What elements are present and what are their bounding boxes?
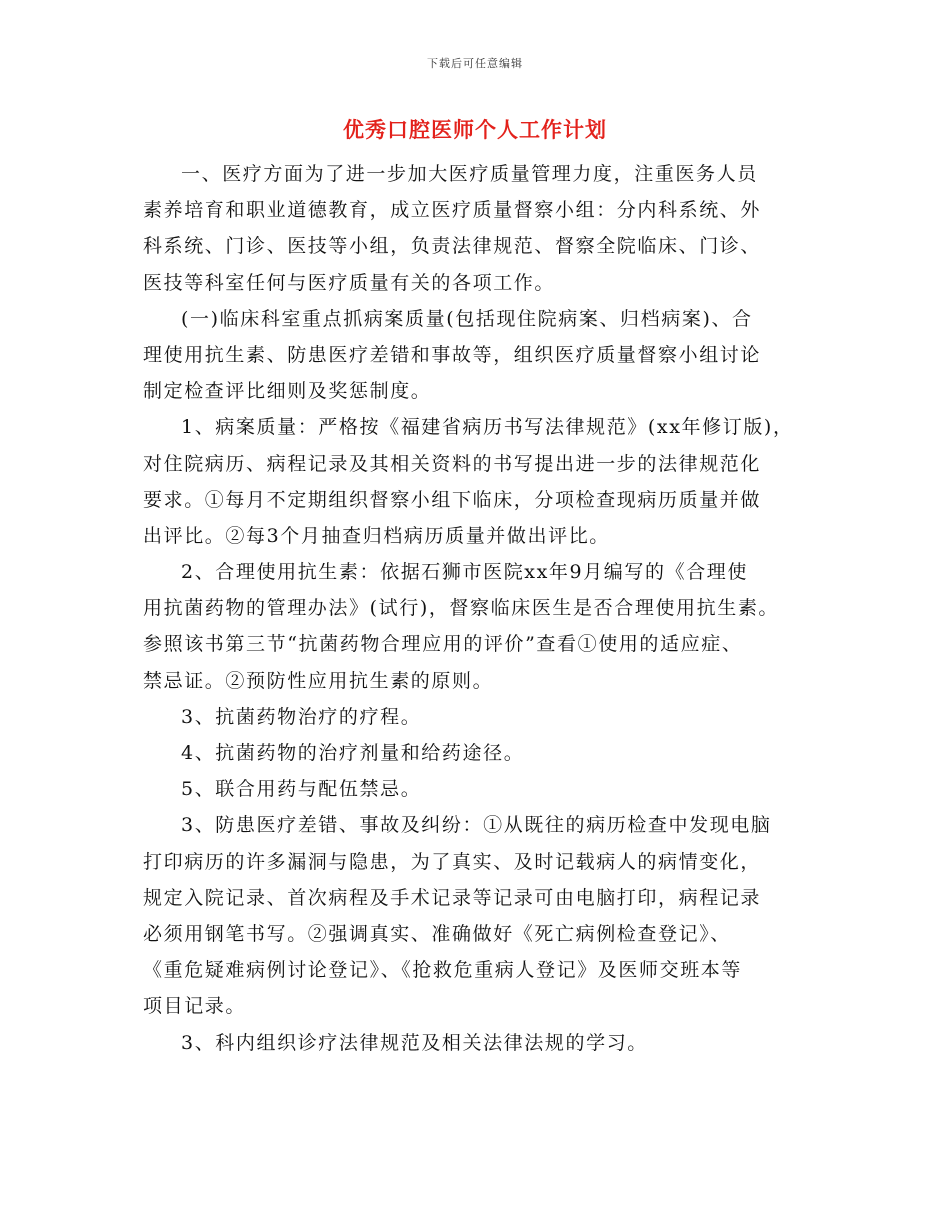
text-line: 5、联合用药与配伍禁忌。	[181, 778, 422, 801]
paragraph	[143, 554, 823, 699]
text-line: 用抗菌药物的管理办法》(试行)，督察临床医生是否合理使用抗生素。	[143, 597, 780, 620]
paragraph	[143, 735, 823, 771]
text-line: 一、医疗方面为了进一步加大医疗质量管理力度，注重医务人员	[181, 163, 758, 185]
text-line: 素养培育和职业道德教育，成立医疗质量督察小组：分内科系统、外	[143, 199, 762, 222]
paragraph	[143, 301, 823, 410]
text-line: 3、防患医疗差错、事故及纠纷：①从既往的病历检查中发现电脑	[181, 814, 772, 837]
text-line: 制定检查评比细则及奖惩制度。	[143, 380, 432, 403]
text-line: 医技等科室任何与医疗质量有关的各项工作。	[143, 271, 556, 294]
paragraph	[143, 699, 823, 735]
text-line: 参照该书第三节“抗菌药物合理应用的评价”查看①使用的适应症、	[143, 633, 743, 656]
paragraph	[143, 1025, 823, 1061]
paragraph	[143, 807, 823, 1024]
text-line: 2、合理使用抗生素：依据石狮市医院xx年9月编写的《合理使	[181, 561, 749, 584]
paragraph	[143, 156, 823, 301]
text-line: 4、抗菌药物的治疗剂量和给药途径。	[181, 742, 525, 764]
header-note: 下载后可任意编辑	[427, 57, 523, 70]
text-line: (一)临床科室重点抓病案质量(包括现住院病案、归档病案)、合	[181, 307, 753, 330]
text-line: 规定入院记录、首次病程及手术记录等记录可由电脑打印，病程记录	[143, 886, 762, 909]
text-line: 科系统、门诊、医技等小组，负责法律规范、督察全院临床、门诊、	[143, 235, 762, 258]
text-line: 3、科内组织诊疗法律规范及相关法律法规的学习。	[181, 1031, 648, 1054]
text-line: 1、病案质量：严格按《福建省病历书写法律规范》(xx年修订版)，	[181, 416, 794, 439]
text-line: 禁忌证。②预防性应用抗生素的原则。	[143, 669, 494, 692]
document-body	[143, 156, 823, 1061]
text-line: 理使用抗生素、防患医疗差错和事故等，组织医疗质量督察小组讨论	[143, 343, 762, 366]
text-line: 项目记录。	[143, 995, 247, 1018]
text-line: 要求。①每月不定期组织督察小组下临床，分项检查现病历质量并做	[143, 488, 762, 511]
text-line: 出评比。②每3个月抽查归档病历质量并做出评比。	[143, 524, 610, 547]
text-line: 必须用钢笔书写。②强调真实、准确做好《死亡病例检查登记》、	[143, 922, 731, 945]
paragraph	[143, 771, 823, 807]
text-line: 3、抗菌药物治疗的疗程。	[181, 705, 422, 728]
text-line: 对住院病历、病程记录及其相关资料的书写提出进一步的法律规范化	[143, 452, 762, 475]
text-line: 打印病历的许多漏洞与隐患，为了真实、及时记载病人的病情变化，	[143, 850, 762, 873]
paragraph	[143, 409, 823, 554]
text-line: 《重危疑难病例讨论登记》、《抢救危重病人登记》及医师交班本等	[143, 959, 743, 982]
document-title: 优秀口腔医师个人工作计划	[343, 117, 607, 142]
